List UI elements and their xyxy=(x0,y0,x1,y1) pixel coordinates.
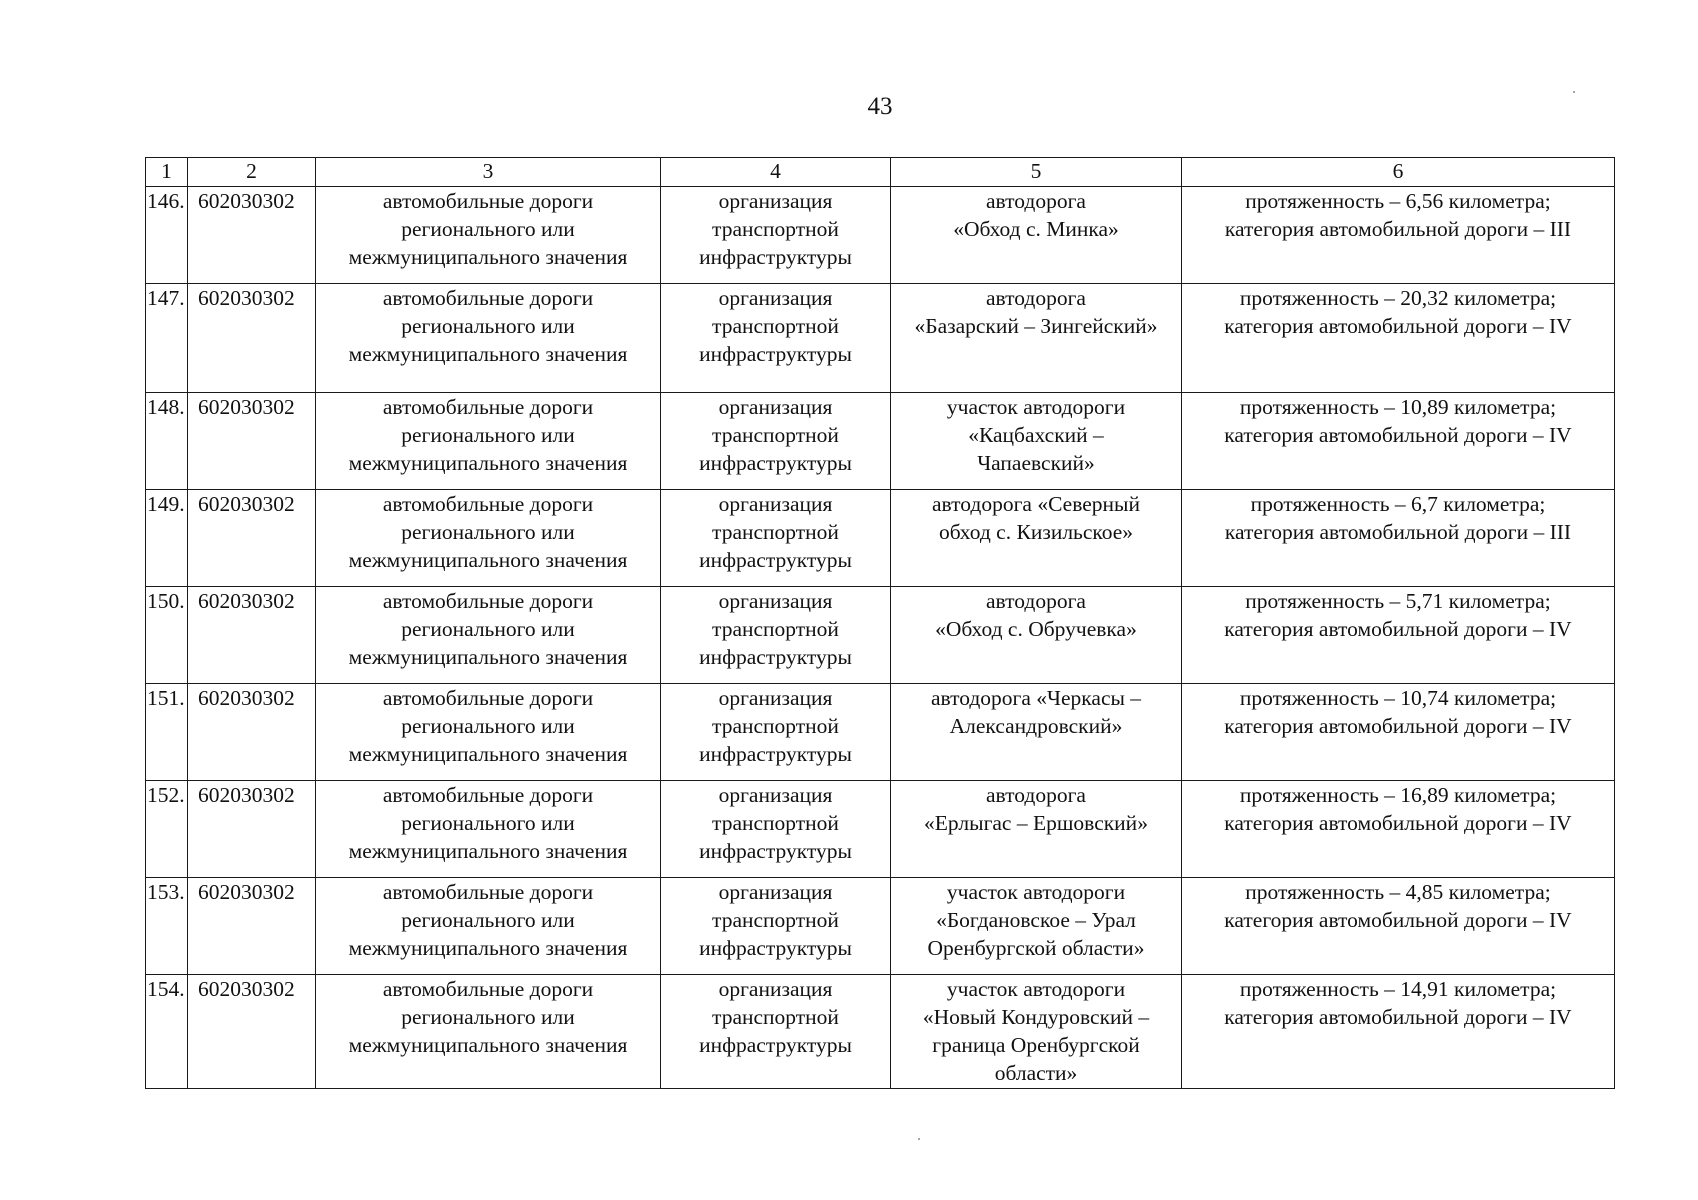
row-name-line: Чапаевский» xyxy=(977,451,1095,475)
row-category-line: регионального или xyxy=(401,908,575,932)
row-number: 151. xyxy=(146,684,188,781)
row-name-line: «Обход с. Минка» xyxy=(953,217,1119,241)
row-name xyxy=(891,781,1182,878)
row-category-line: автомобильные дороги xyxy=(382,880,594,904)
row-category-line: автомобильные дороги xyxy=(382,589,594,613)
row-name-line: «Обход с. Обручевка» xyxy=(935,617,1137,641)
row-type-line: инфраструктуры xyxy=(699,839,852,863)
row-name-line: обход с. Кизильское» xyxy=(938,520,1134,544)
row-category xyxy=(316,878,661,975)
row-specs xyxy=(1182,284,1615,393)
table-row xyxy=(146,878,1615,975)
row-number: 148. xyxy=(146,393,188,490)
row-specs xyxy=(1182,975,1615,1089)
row-type-line: организация xyxy=(718,783,833,807)
row-specs-line: категория автомобильной дороги – IV xyxy=(1224,423,1572,447)
row-category xyxy=(316,781,661,878)
row-specs-line: категория автомобильной дороги – III xyxy=(1224,217,1572,241)
row-name xyxy=(891,393,1182,490)
row-type-line: организация xyxy=(718,686,833,710)
row-name-line: «Новый Кондуровский – xyxy=(922,1005,1150,1029)
row-type-line: транспортной xyxy=(712,714,839,738)
table-row xyxy=(146,284,1615,393)
row-category-line: регионального или xyxy=(401,423,575,447)
row-type-line: инфраструктуры xyxy=(699,645,852,669)
row-specs-line: протяженность – 16,89 километра; xyxy=(1239,783,1557,807)
row-type-line: транспортной xyxy=(712,617,839,641)
row-specs-line: протяженность – 5,71 километра; xyxy=(1245,589,1551,613)
row-category-line: автомобильные дороги xyxy=(382,492,594,516)
row-type xyxy=(661,975,891,1089)
registry-table xyxy=(145,157,1615,1089)
table-row xyxy=(146,490,1615,587)
row-name-line: автодорога xyxy=(986,783,1086,807)
row-category-line: межмуниципального значения xyxy=(348,451,628,475)
row-specs-line: категория автомобильной дороги – III xyxy=(1224,520,1572,544)
row-type-line: инфраструктуры xyxy=(699,451,852,475)
row-specs-line: протяженность – 4,85 километра; xyxy=(1245,880,1551,904)
row-specs xyxy=(1182,878,1615,975)
row-name xyxy=(891,975,1182,1089)
row-specs xyxy=(1182,587,1615,684)
row-type xyxy=(661,284,891,393)
row-type-line: организация xyxy=(718,395,833,419)
row-category-line: регионального или xyxy=(401,314,575,338)
row-type-line: транспортной xyxy=(712,314,839,338)
row-code: 602030302 xyxy=(188,490,316,587)
row-name-line: автодорога «Черкасы – xyxy=(930,686,1142,710)
row-category-line: межмуниципального значения xyxy=(348,839,628,863)
row-category-line: автомобильные дороги xyxy=(382,686,594,710)
row-specs-line: категория автомобильной дороги – IV xyxy=(1224,908,1572,932)
row-name xyxy=(891,490,1182,587)
row-type-line: организация xyxy=(718,286,833,310)
row-specs xyxy=(1182,490,1615,587)
row-type-line: инфраструктуры xyxy=(699,1033,852,1057)
row-type-line: транспортной xyxy=(712,1005,839,1029)
row-category xyxy=(316,490,661,587)
header-col-4: 4 xyxy=(661,158,891,187)
row-category-line: регионального или xyxy=(401,617,575,641)
row-specs xyxy=(1182,684,1615,781)
row-category-line: межмуниципального значения xyxy=(348,245,628,269)
row-type-line: организация xyxy=(718,589,833,613)
row-type-line: организация xyxy=(718,189,833,213)
row-number: 152. xyxy=(146,781,188,878)
table-row xyxy=(146,187,1615,284)
row-name-line: автодорога xyxy=(986,189,1086,213)
row-type xyxy=(661,587,891,684)
row-category xyxy=(316,284,661,393)
row-type-line: инфраструктуры xyxy=(699,342,852,366)
row-type xyxy=(661,878,891,975)
row-name-line: автодорога xyxy=(986,589,1086,613)
row-code: 602030302 xyxy=(188,393,316,490)
row-type-line: транспортной xyxy=(712,811,839,835)
row-type-line: инфраструктуры xyxy=(699,936,852,960)
row-name-line: «Кацбахский – xyxy=(968,423,1104,447)
row-name xyxy=(891,878,1182,975)
table-row xyxy=(146,393,1615,490)
row-code: 602030302 xyxy=(188,284,316,393)
table-row xyxy=(146,684,1615,781)
row-name-line: «Ерлыгас – Ершовский» xyxy=(924,811,1148,835)
row-specs-line: протяженность – 20,32 километра; xyxy=(1239,286,1557,310)
row-type xyxy=(661,684,891,781)
table-row xyxy=(146,781,1615,878)
row-number: 146. xyxy=(146,187,188,284)
row-name-line: участок автодороги xyxy=(946,880,1126,904)
row-number: 154. xyxy=(146,975,188,1089)
row-name-line: «Базарский – Зингейский» xyxy=(914,314,1158,338)
row-specs-line: протяженность – 6,56 километра; xyxy=(1245,189,1551,213)
header-col-5: 5 xyxy=(891,158,1182,187)
row-category-line: регионального или xyxy=(401,714,575,738)
row-type-line: организация xyxy=(718,977,833,1001)
row-type xyxy=(661,490,891,587)
row-type-line: транспортной xyxy=(712,908,839,932)
row-code: 602030302 xyxy=(188,878,316,975)
row-specs xyxy=(1182,781,1615,878)
header-col-3: 3 xyxy=(316,158,661,187)
row-type-line: инфраструктуры xyxy=(699,742,852,766)
row-category-line: автомобильные дороги xyxy=(382,189,594,213)
row-category-line: межмуниципального значения xyxy=(348,645,628,669)
row-name-line: области» xyxy=(994,1061,1078,1085)
row-category-line: автомобильные дороги xyxy=(382,783,594,807)
row-code: 602030302 xyxy=(188,975,316,1089)
row-specs xyxy=(1182,187,1615,284)
row-type xyxy=(661,187,891,284)
row-number: 149. xyxy=(146,490,188,587)
row-specs-line: протяженность – 14,91 километра; xyxy=(1239,977,1557,1001)
row-type-line: инфраструктуры xyxy=(699,245,852,269)
row-specs xyxy=(1182,393,1615,490)
header-col-2: 2 xyxy=(188,158,316,187)
row-type xyxy=(661,781,891,878)
row-specs-line: категория автомобильной дороги – IV xyxy=(1224,714,1572,738)
row-name-line: участок автодороги xyxy=(946,395,1126,419)
row-category-line: межмуниципального значения xyxy=(348,1033,628,1057)
table-row xyxy=(146,975,1615,1089)
row-number: 153. xyxy=(146,878,188,975)
row-name xyxy=(891,684,1182,781)
row-specs-line: категория автомобильной дороги – IV xyxy=(1224,1005,1572,1029)
row-category-line: автомобильные дороги xyxy=(382,395,594,419)
row-code: 602030302 xyxy=(188,684,316,781)
row-number: 150. xyxy=(146,587,188,684)
row-number: 147. xyxy=(146,284,188,393)
row-type-line: организация xyxy=(718,880,833,904)
row-specs-line: протяженность – 6,7 километра; xyxy=(1250,492,1546,516)
row-code: 602030302 xyxy=(188,587,316,684)
row-category xyxy=(316,587,661,684)
row-name-line: автодорога xyxy=(986,286,1086,310)
row-code: 602030302 xyxy=(188,781,316,878)
row-type-line: инфраструктуры xyxy=(699,548,852,572)
row-name-line: «Богдановское – Урал xyxy=(936,908,1136,932)
row-category-line: регионального или xyxy=(401,217,575,241)
row-type-line: транспортной xyxy=(712,423,839,447)
row-specs-line: категория автомобильной дороги – IV xyxy=(1224,314,1572,338)
row-specs-line: категория автомобильной дороги – IV xyxy=(1224,617,1572,641)
row-category-line: межмуниципального значения xyxy=(348,742,628,766)
table-row xyxy=(146,587,1615,684)
header-row xyxy=(146,158,1615,187)
row-category-line: автомобильные дороги xyxy=(382,977,594,1001)
row-name-line: Александровский» xyxy=(949,714,1123,738)
row-category-line: регионального или xyxy=(401,811,575,835)
row-specs-line: категория автомобильной дороги – IV xyxy=(1224,811,1572,835)
row-type-line: транспортной xyxy=(712,217,839,241)
row-specs-line: протяженность – 10,89 километра; xyxy=(1239,395,1557,419)
row-code: 602030302 xyxy=(188,187,316,284)
row-type xyxy=(661,393,891,490)
scan-speck xyxy=(918,1138,920,1140)
row-type-line: организация xyxy=(718,492,833,516)
row-category-line: межмуниципального значения xyxy=(348,342,628,366)
header-col-6: 6 xyxy=(1182,158,1615,187)
row-name-line: участок автодороги xyxy=(946,977,1126,1001)
row-name xyxy=(891,587,1182,684)
row-name-line: автодорога «Северный xyxy=(932,492,1140,516)
header-col-1: 1 xyxy=(146,158,188,187)
row-name-line: граница Оренбургской xyxy=(932,1033,1140,1057)
row-category xyxy=(316,684,661,781)
row-category-line: автомобильные дороги xyxy=(382,286,594,310)
row-specs-line: протяженность – 10,74 километра; xyxy=(1239,686,1557,710)
row-category-line: межмуниципального значения xyxy=(348,936,628,960)
row-category xyxy=(316,187,661,284)
table-body xyxy=(146,187,1615,1089)
row-category xyxy=(316,393,661,490)
row-name xyxy=(891,187,1182,284)
row-name xyxy=(891,284,1182,393)
scan-speck xyxy=(1573,91,1575,93)
row-category xyxy=(316,975,661,1089)
row-name-line: Оренбургской области» xyxy=(927,936,1145,960)
page-number: 43 xyxy=(867,93,893,120)
row-category-line: межмуниципального значения xyxy=(348,548,628,572)
row-type-line: транспортной xyxy=(712,520,839,544)
row-category-line: регионального или xyxy=(401,520,575,544)
row-category-line: регионального или xyxy=(401,1005,575,1029)
